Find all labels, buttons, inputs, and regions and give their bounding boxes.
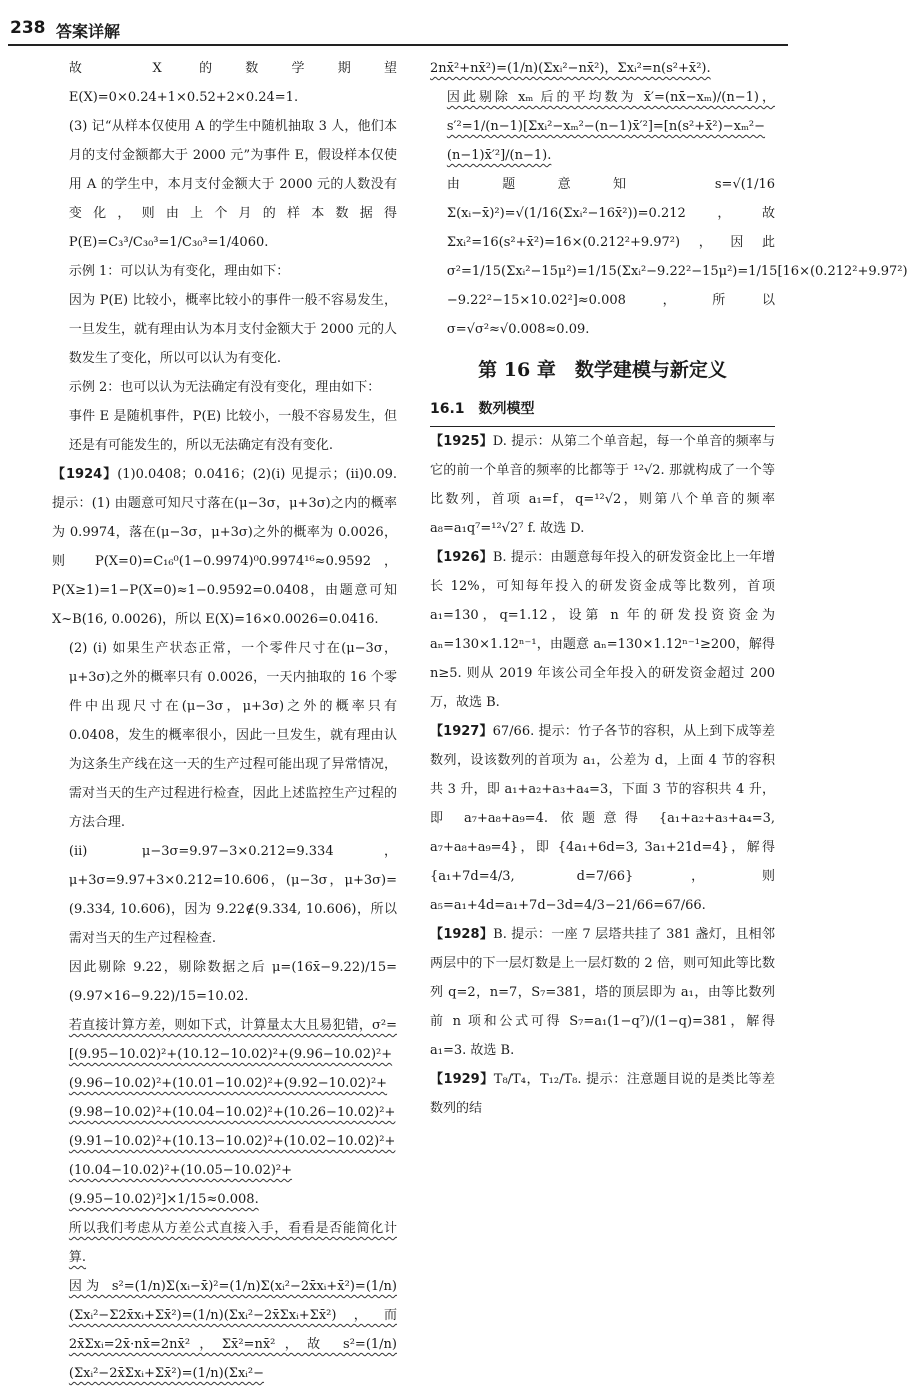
answer-text: B. 提示：一座 7 层塔共挂了 381 盏灯，且相邻两层中的下一层灯数是上一层灯数的 2 倍，则可知此等比数列 q=2，n=7，S₇=381，塔的顶层即为 a₁，由等比数列前 n 项和公式可得 S₇=a₁(1−q⁷)/(1−q)=381，解得 a₁=3. 故选 B.: [430, 927, 776, 1058]
question-1929: [430, 1065, 775, 1123]
left-column: [52, 54, 397, 1381]
question-1925: [430, 427, 775, 543]
paragraph: 事件 E 是随机事件，P(E) 比较小，一般不容易发生，但还是有可能发生的，所以无法确定有没有变化.: [68, 409, 397, 453]
paragraph: 因此剔除 9.22，剔除数据之后 μ=(16x̄−9.22)/15=(9.97×16−9.22)/15=10.02.: [68, 960, 397, 1004]
answer-text: T₈/T₄，T₁₂/T₈. 提示：注意题目说的是类比等差数列的结: [430, 1072, 776, 1116]
question-1926: [430, 543, 775, 717]
question-number: 【1929】: [430, 1072, 494, 1087]
page-header: [8, 14, 788, 46]
question-number: 【1925】: [430, 434, 493, 449]
book-title: 答案详解: [56, 22, 121, 41]
question-number: 【1926】: [430, 550, 493, 565]
paragraph: 因为 P(E) 比较小，概率比较小的事件一般不容易发生，一旦发生，就有理由认为本月支付金额大于 2000 元的人数发生了变化，所以可以认为有变化.: [68, 293, 397, 366]
paragraph: 由题意知 s=√(1/16 Σ(xᵢ−x̄)²)=√(1/16(Σxᵢ²−16x̄²))=0.212，故 Σxᵢ²=16(s²+x̄²)=16×(0.212²+9.97²)，因此 σ²=1/15(Σxᵢ²−15μ²)=1/15(Σxᵢ²−9.22²−15μ²)=1/15[16×(0.212²+9.97²)−9.22²−15×10.02²]≈0.008，所以 σ=√σ²≈√0.008≈0.09.: [446, 177, 908, 337]
paragraph: 示例 1：可以认为有变化，理由如下：: [68, 264, 290, 279]
right-column: [430, 54, 908, 1134]
paragraph: (ii) μ−3σ=9.97−3×0.212=9.334，μ+3σ=9.97+3×0.212=10.606，(μ−3σ，μ+3σ)=(9.334, 10.606)，因为 9.22∉(9.334, 10.606)，所以需对当天的生产过程检查.: [68, 844, 397, 946]
answer-text: (1)0.0408；0.0416；(2)(i) 见提示；(ii)0.09. 提示：(1) 由题意可知尺寸落在(μ−3σ，μ+3σ)之内的概率为 0.9974，落在(μ−3σ，μ+3σ)之外的概率为 0.0026，则 P(X=0)=C₁₆⁰(1−0.9974)⁰0.9974¹⁶≈0.9592，P(X≥1)=1−P(X=0)≈1−0.9592=0.0408，由题意可知 X~B(16, 0.0026)，所以 E(X)=16×0.0026=0.0416.: [52, 467, 397, 627]
paragraph-underlined: 2nx̄²+nx̄²)=(1/n)(Σxᵢ²−nx̄²)，Σxᵢ²=n(s²+x̄²).: [430, 61, 711, 76]
paragraph: 示例 2：也可以认为无法确定有没有变化，理由如下：: [68, 380, 381, 395]
paragraph-underlined: 所以我们考虑从方差公式直接入手，看看是否能简化计算.: [68, 1221, 397, 1265]
paragraph: (2) (i) 如果生产状态正常，一个零件尺寸在(μ−3σ，μ+3σ)之外的概率只有 0.0026，一天内抽取的 16 个零件中出现尺寸在(μ−3σ，μ+3σ)之外的概率只有 0.0408，发生的概率很小，因此一旦发生，就有理由认为这条生产线在这一天的生产过程可能出现了异常情况，需对当天的生产过程进行检查，因此上述监控生产过程的方法合理.: [68, 641, 397, 830]
question-number: 【1928】: [430, 927, 494, 942]
answer-text: B. 提示：由题意每年投入的研发资金比上一年增长 12%，可知每年投入的研发资金成等比数列，首项 a₁=130，q=1.12，设第 n 年的研发投资资金为 aₙ=130×1.12ⁿ⁻¹，由题意 aₙ=130×1.12ⁿ⁻¹≥200，解得 n≥5. 则从 2019 年该公司全年投入的研发资金超过 200 万，故选 B.: [430, 550, 775, 710]
page-number: 238: [10, 18, 46, 38]
question-1927: [430, 717, 775, 920]
paragraph-underlined: 若直接计算方差，则如下式，计算量太大且易犯错，σ²=[(9.95−10.02)²+(10.12−10.02)²+(9.96−10.02)²+(9.96−10.02)²+(10.01−10.02)²+(9.92−10.02)²+(9.98−10.02)²+(10.04−10.02)²+(10.26−10.02)²+(9.91−10.02)²+(10.13−10.02)²+(10.02−10.02)²+(10.04−10.02)²+(10.05−10.02)²+(9.95−10.02)²]×1/15≈0.008.: [68, 1018, 397, 1207]
question-1924: [52, 460, 397, 634]
paragraph: (3) 记“从样本仅使用 A 的学生中随机抽取 3 人，他们本月的支付金额都大于 2000 元”为事件 E，假设样本仅使用 A 的学生中，本月支付金额大于 2000 元的人数没有变化，则由上个月的样本数据得 P(E)=C₃³/C₃₀³=1/C₃₀³=1/4060.: [68, 119, 397, 250]
paragraph-underlined: 因此剔除 xₘ 后的平均数为 x̄′=(nx̄−xₘ)/(n−1)，s′²=1/(n−1)[Σxᵢ²−xₘ²−(n−1)x̄′²]=[n(s²+x̄²)−xₘ²−(n−1)x̄′²]/(n−1).: [446, 90, 775, 163]
question-number: 【1924】: [52, 467, 118, 482]
section-label: 16.1 数列模型: [430, 401, 535, 417]
section-title: [430, 392, 775, 427]
chapter-title: 第 16 章 数学建模与新定义: [478, 359, 727, 381]
answer-text: D. 提示：从第二个单音起，每一个单音的频率与它的前一个单音的频率的比都等于 ¹²√2. 那就构成了一个等比数列，首项 a₁=f，q=¹²√2，则第八个单音的频率 a₈=a₁q⁷=¹²√2⁷ f. 故选 D.: [430, 434, 775, 536]
question-number: 【1927】: [430, 724, 493, 739]
paragraph-underlined: 因为 s²=(1/n)Σ(xᵢ−x̄)²=(1/n)Σ(xᵢ²−2x̄xᵢ+x̄²)=(1/n)(Σxᵢ²−Σ2x̄xᵢ+Σx̄²)=(1/n)(Σxᵢ²−2x̄Σxᵢ+Σx̄²)，而 2x̄Σxᵢ=2x̄·nx̄=2nx̄²，Σx̄²=nx̄²，故 s²=(1/n)(Σxᵢ²−2x̄Σxᵢ+Σx̄²)=(1/n)(Σxᵢ²−: [68, 1279, 397, 1381]
paragraph: 故 X 的数学期望 E(X)=0×0.24+1×0.52+2×0.24=1.: [68, 61, 397, 105]
answer-text: 67/66. 提示：竹子各节的容积，从上到下成等差数列，设该数列的首项为 a₁，公差为 d，上面 4 节的容积共 3 升，即 a₁+a₂+a₃+a₄=3，下面 3 节的容积共 4 升，即 a₇+a₈+a₉=4. 依题意得 {a₁+a₂+a₃+a₄=3, a₇+a₈+a₉=4}，即 {4a₁+6d=3, 3a₁+21d=4}，解得 {a₁+7d=4/3, d=7/66}，则 a₅=a₁+4d=a₁+7d−3d=4/3−21/66=67/66.: [430, 724, 775, 913]
question-1928: [430, 920, 775, 1065]
